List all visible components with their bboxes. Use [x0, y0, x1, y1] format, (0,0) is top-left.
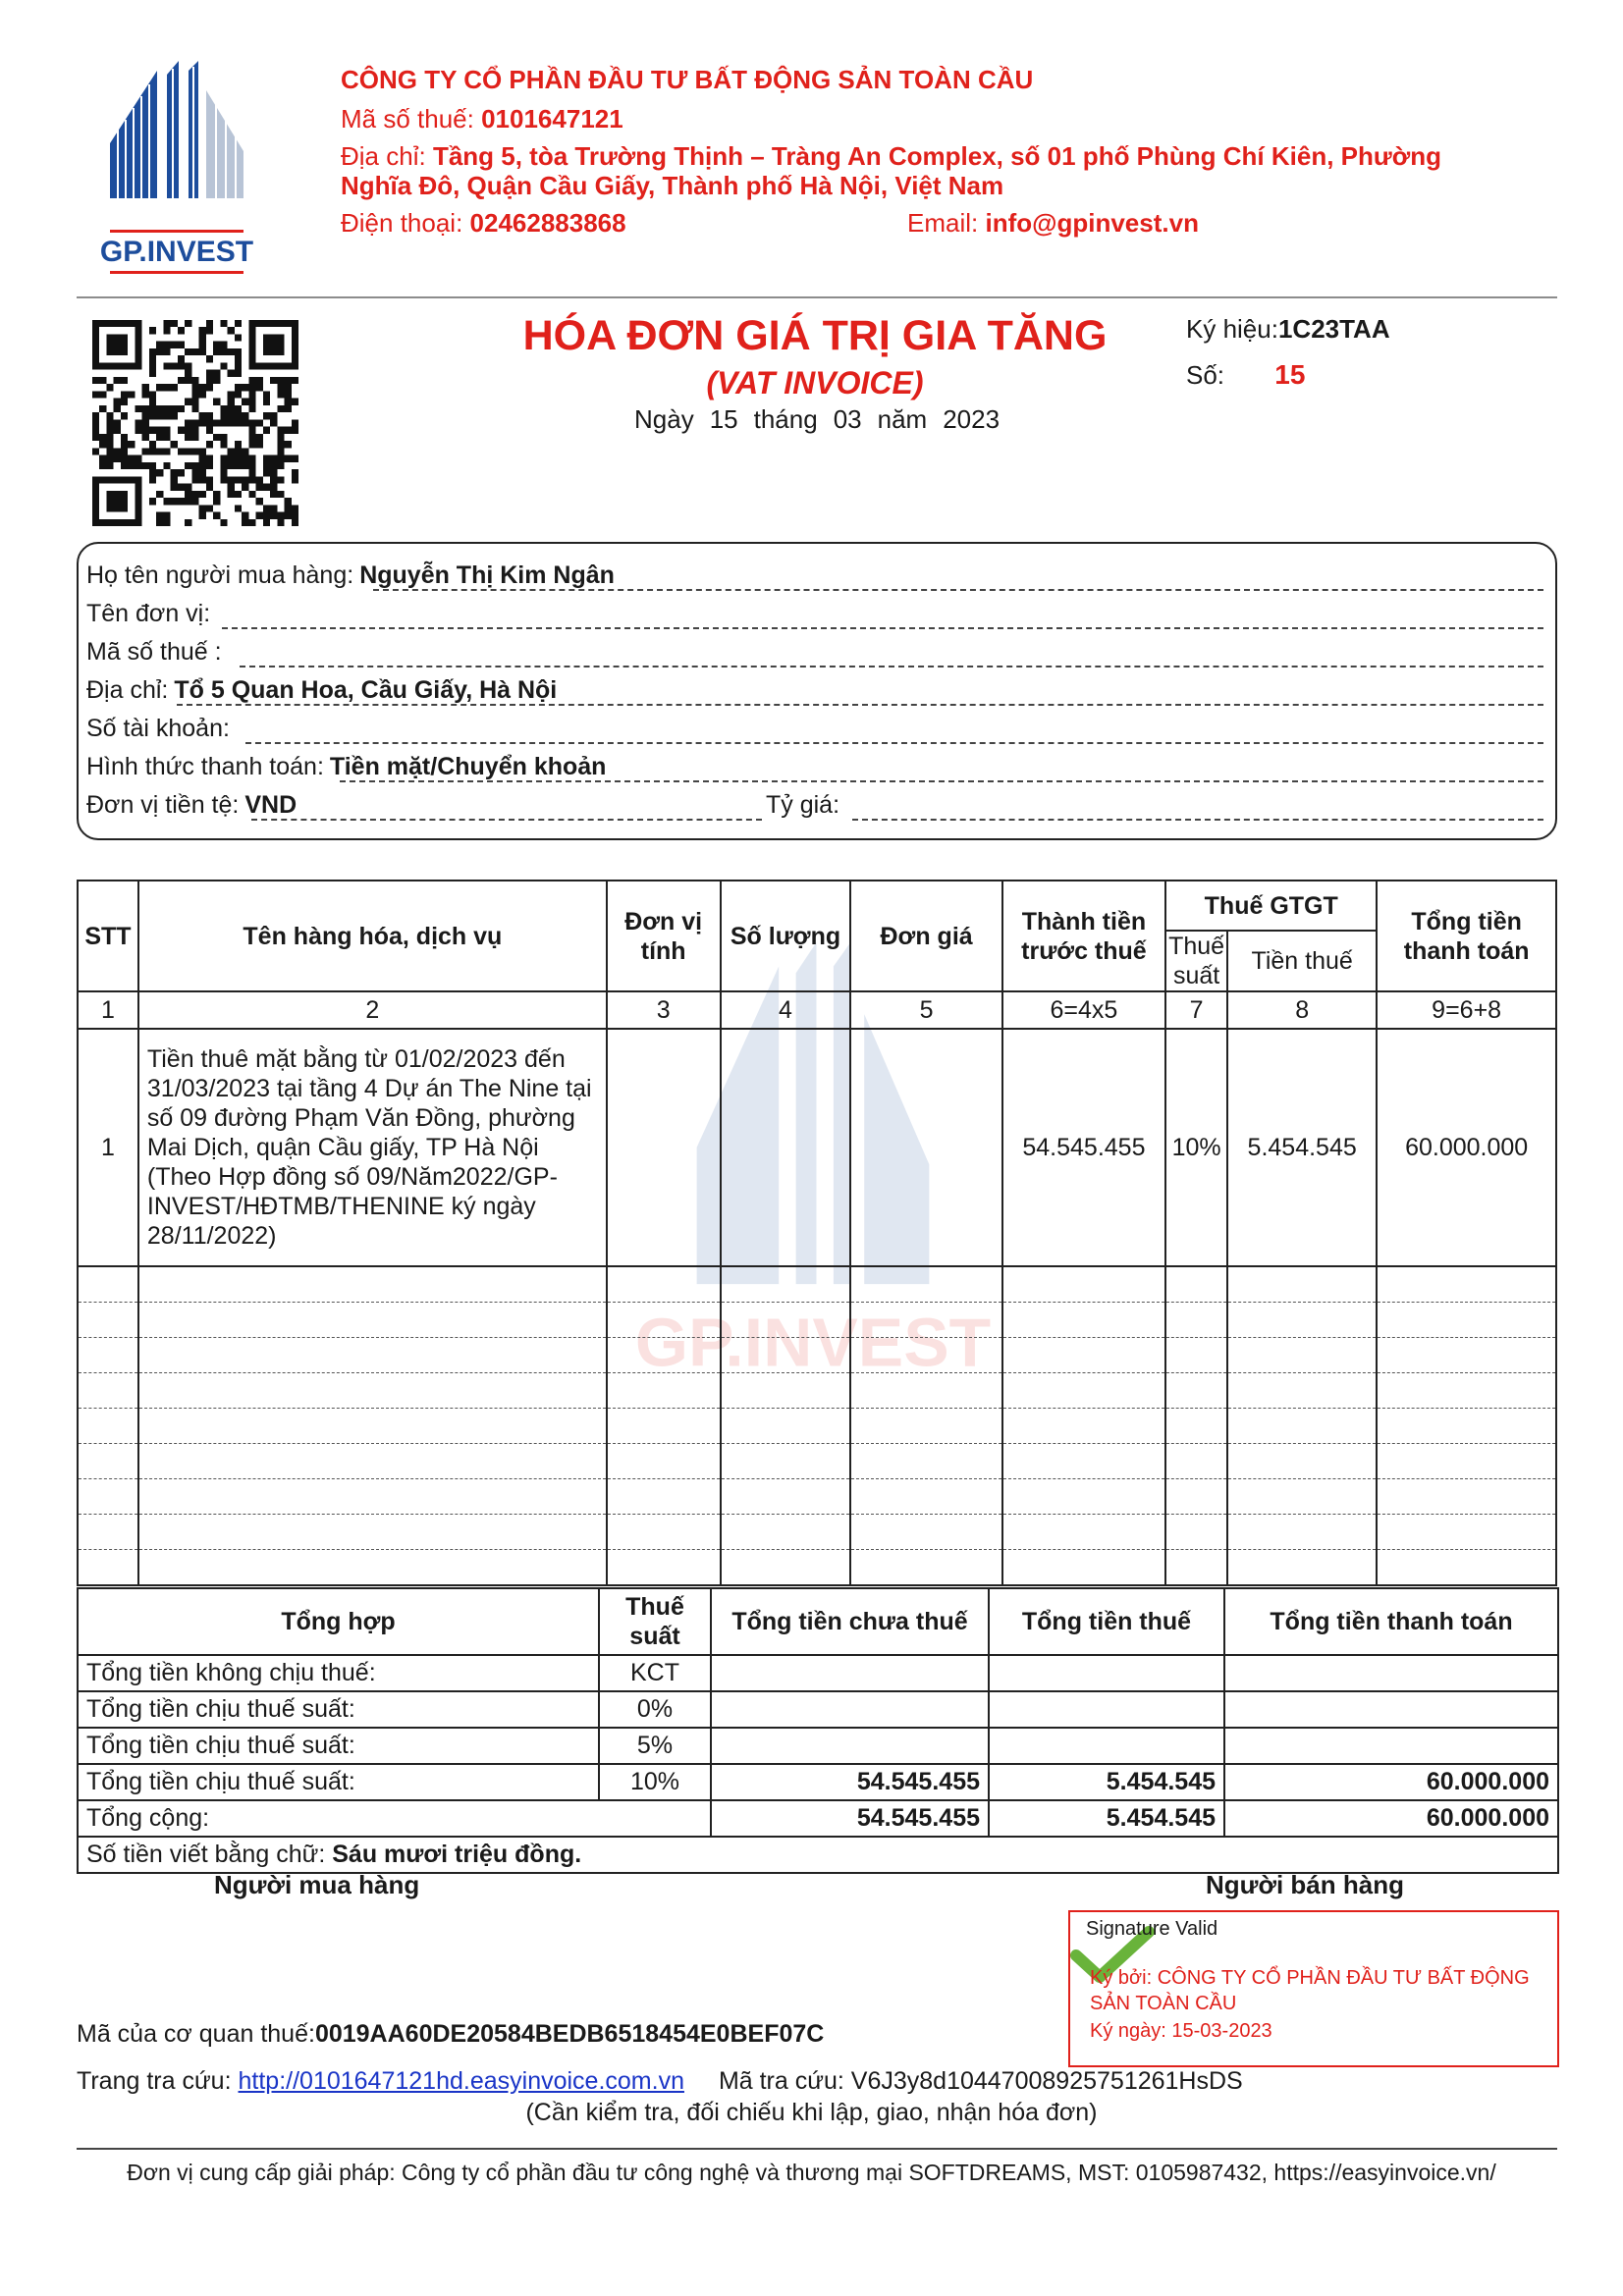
- col-vat-rate: Thuế suất: [1165, 931, 1227, 991]
- row-vat-amount: 5.454.545: [1227, 1029, 1377, 1266]
- empty-row: [78, 1550, 1556, 1586]
- empty-row: [78, 1479, 1556, 1515]
- company-address-line1: Địa chỉ: Tầng 5, tòa Trường Thịnh – Tràng An Complex, số 01 phố Phùng Chí Kiên, Phường: [341, 141, 1441, 171]
- row-stt: 1: [78, 1029, 138, 1266]
- invoice-date: Ngày 15 tháng 03 năm 2023: [634, 404, 1001, 434]
- company-address-line2: Nghĩa Đô, Quận Cầu Giấy, Thành phố Hà Nội, Việt Nam: [341, 171, 1004, 200]
- col-stt: STT: [78, 881, 138, 991]
- watermark-text: GP.INVEST: [634, 1304, 992, 1381]
- col-vat-group: Thuế GTGT: [1165, 881, 1377, 931]
- invoice-number: Số: 15: [1186, 359, 1306, 390]
- buyer-account-row: Số tài khoản:: [86, 715, 230, 742]
- empty-row: [78, 1338, 1556, 1373]
- empty-row: [78, 1409, 1556, 1444]
- summary-table: [77, 1587, 1559, 1874]
- summary-row: Tổng tiền không chịu thuế: KCT: [78, 1655, 1558, 1691]
- col-vat-amount: Tiền thuế: [1227, 931, 1377, 991]
- row-total: 60.000.000: [1377, 1029, 1556, 1266]
- grand-total-row: Tổng cộng: 54.545.455 5.454.545 60.000.000: [78, 1800, 1558, 1837]
- amount-in-words-row: Số tiền viết bằng chữ: Sáu mươi triệu đồng.: [78, 1837, 1558, 1873]
- invoice-subtitle: (VAT INVOICE): [706, 365, 924, 400]
- company-logo: [69, 61, 285, 289]
- buyer-unit-row: Tên đơn vị:: [86, 600, 211, 627]
- sum-col-tax: Tổng tiền thuế: [989, 1588, 1224, 1655]
- buyer-payment-row: Hình thức thanh toán: Tiền mặt/Chuyển khoản: [86, 753, 607, 780]
- lookup-info: Trang tra cứu: http://0101647121hd.easyinvoice.com.vn Mã tra cứu: V6J3y8d10447008925751261HsDS: [77, 2067, 1243, 2095]
- qr-finder: [263, 334, 285, 355]
- qr-code: [92, 320, 298, 526]
- buyer-name-row: Họ tên người mua hàng: Nguyễn Thị Kim Ngân: [86, 561, 615, 589]
- sum-col-rate: Thuế suất: [599, 1588, 711, 1655]
- col-amount: Thành tiền trước thuế: [1002, 881, 1165, 991]
- col-qty: Số lượng: [721, 881, 851, 991]
- company-phone: Điện thoại: 02462883868: [341, 208, 626, 238]
- row-qty: [721, 1029, 851, 1266]
- footer-divider: [77, 2148, 1557, 2150]
- invoice-symbol: Ký hiệu:1C23TAA: [1186, 314, 1390, 344]
- logo-text: GP.INVEST: [99, 236, 254, 268]
- empty-row: [78, 1373, 1556, 1409]
- signed-by-text: Ký bởi: CÔNG TY CỔ PHẦN ĐẦU TƯ BẤT ĐỘNG SẢN TOÀN CẦU: [1090, 1967, 1530, 2014]
- empty-row: [78, 1266, 1556, 1303]
- signature-valid-text: Signature Valid: [1086, 1918, 1218, 1940]
- items-table: [77, 880, 1557, 1586]
- row-unit: [607, 1029, 721, 1266]
- tax-authority-code: Mã của cơ quan thuế:0019AA60DE20584BEDB6518454E0BEF07C: [77, 2020, 825, 2048]
- verification-note: (Cần kiểm tra, đối chiếu khi lập, giao, nhận hóa đơn): [525, 2099, 1098, 2126]
- col-total: Tổng tiền thanh toán: [1377, 881, 1556, 991]
- company-tax: Mã số thuế: 0101647121: [341, 104, 623, 133]
- company-name: CÔNG TY CỔ PHẦN ĐẦU TƯ BẤT ĐỘNG SẢN TOÀN CẦU: [341, 65, 1034, 94]
- sum-col-total: Tổng tiền thanh toán: [1224, 1588, 1558, 1655]
- row-price: [850, 1029, 1001, 1266]
- buyer-rate-row: Tỷ giá:: [766, 791, 840, 819]
- empty-row: [78, 1444, 1556, 1479]
- sum-col-pretax: Tổng tiền chưa thuế: [711, 1588, 989, 1655]
- empty-row: [78, 1515, 1556, 1550]
- header-divider: [77, 296, 1557, 298]
- summary-row: Tổng tiền chịu thuế suất: 5%: [78, 1728, 1558, 1764]
- buyer-signature-label: Người mua hàng: [214, 1870, 420, 1899]
- col-price: Đơn giá: [850, 881, 1001, 991]
- row-amount: 54.545.455: [1002, 1029, 1165, 1266]
- buyer-currency-row: Đơn vị tiền tệ: VND: [86, 791, 298, 819]
- row-name: Tiền thuê mặt bằng từ 01/02/2023 đến 31/03/2023 tại tầng 4 Dự án The Nine tại số 09 đường Phạm Văn Đồng, phường Mai Dịch, quận Cầu giấy, TP Hà Nội (Theo Hợp đồng số 09/Năm2022/GP-INVEST/HĐTMB/THENINE ký ngày 28/11/2022): [138, 1029, 607, 1266]
- lookup-code: V6J3y8d10447008925751261HsDS: [850, 2067, 1243, 2095]
- row-vat-rate: 10%: [1165, 1029, 1227, 1266]
- empty-row: [78, 1303, 1556, 1338]
- col-name: Tên hàng hóa, dịch vụ: [138, 881, 607, 991]
- table-row: [78, 1029, 1556, 1266]
- buyer-tax-row: Mã số thuế :: [86, 638, 222, 666]
- qr-finder: [106, 491, 128, 512]
- summary-row: Tổng tiền chịu thuế suất: 0%: [78, 1691, 1558, 1728]
- buyer-address-row: Địa chỉ: Tổ 5 Quan Hoa, Cầu Giấy, Hà Nội: [86, 676, 558, 704]
- signed-date-text: Ký ngày: 15-03-2023: [1090, 2020, 1272, 2042]
- column-number-row: 1 2 3 4 5 6=4x5 7 8 9=6+8: [78, 991, 1556, 1029]
- invoice-title: HÓA ĐƠN GIÁ TRỊ GIA TĂNG: [522, 312, 1108, 359]
- seller-signature-label: Người bán hàng: [1206, 1870, 1404, 1899]
- col-unit: Đơn vị tính: [607, 881, 721, 991]
- qr-finder: [106, 334, 128, 355]
- provider-footer: Đơn vị cung cấp giải pháp: Công ty cổ phần đầu tư công nghệ và thương mại SOFTDREAMS, MST: 0105987432, https://easyinvoice.vn/: [127, 2160, 1496, 2185]
- company-email: Email: info@gpinvest.vn: [907, 208, 1199, 238]
- summary-row: Tổng tiền chịu thuế suất: 10% 54.545.455 5.454.545 60.000.000: [78, 1764, 1558, 1800]
- sum-col-label: Tổng hợp: [78, 1588, 599, 1655]
- lookup-url-link[interactable]: http://0101647121hd.easyinvoice.com.vn: [238, 2067, 684, 2095]
